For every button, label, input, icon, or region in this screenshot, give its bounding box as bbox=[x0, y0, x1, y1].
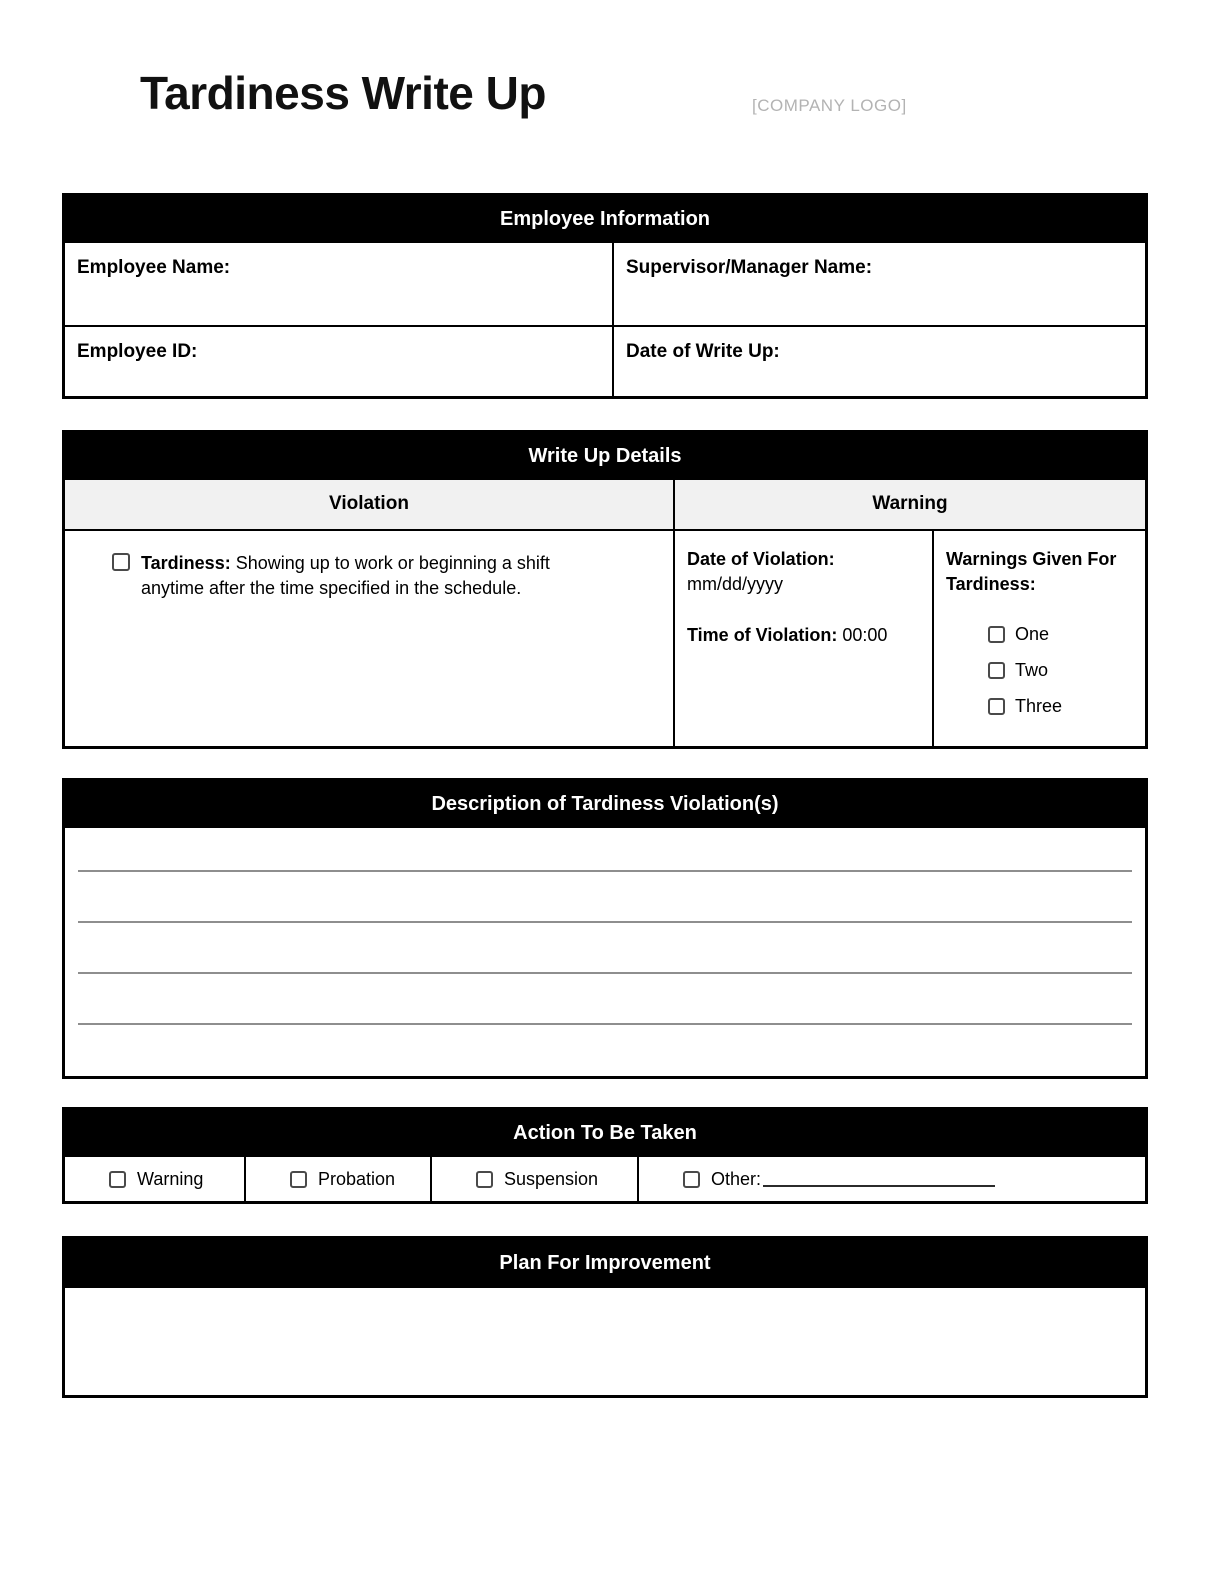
description-write-area[interactable] bbox=[65, 828, 1145, 1076]
employee-id-label: Employee ID: bbox=[77, 341, 198, 362]
warning-three-checkbox[interactable] bbox=[988, 698, 1005, 715]
employee-information-section bbox=[62, 193, 1148, 399]
description-line-1[interactable] bbox=[78, 828, 1132, 872]
warning-option-one bbox=[988, 622, 1139, 647]
time-of-violation-value[interactable]: 00:00 bbox=[842, 625, 888, 645]
description-line-4[interactable] bbox=[78, 974, 1132, 1025]
action-section bbox=[62, 1107, 1148, 1204]
time-of-violation-label: Time of Violation: bbox=[687, 625, 838, 645]
tardiness-term: Tardiness: bbox=[141, 553, 231, 573]
date-of-violation-value[interactable]: mm/dd/yyyy bbox=[687, 574, 784, 594]
write-up-details-section bbox=[62, 430, 1148, 749]
violation-date-cell bbox=[673, 531, 932, 746]
employee-id-field[interactable] bbox=[65, 327, 612, 396]
page-title: Tardiness Write Up bbox=[140, 67, 546, 119]
warnings-options-list bbox=[988, 622, 1139, 719]
supervisor-name-field[interactable] bbox=[612, 243, 1145, 325]
action-warning-label: Warning bbox=[137, 1168, 204, 1189]
employee-info-row-1 bbox=[65, 243, 1145, 325]
employee-name-field[interactable] bbox=[65, 243, 612, 325]
warnings-given-label: Warnings Given For Tardiness: bbox=[946, 549, 1117, 594]
warnings-given-cell bbox=[932, 531, 1145, 746]
write-up-details-header: Write Up Details bbox=[65, 433, 1145, 480]
warning-two-label: Two bbox=[1015, 660, 1049, 680]
warning-three-label: Three bbox=[1015, 696, 1063, 716]
action-option-warning bbox=[65, 1157, 244, 1201]
description-header: Description of Tardiness Violation(s) bbox=[65, 781, 1145, 828]
warning-option-two bbox=[988, 658, 1139, 683]
plan-section bbox=[62, 1236, 1148, 1398]
tardiness-definition bbox=[141, 551, 611, 746]
company-logo-placeholder: [COMPANY LOGO] bbox=[752, 96, 907, 115]
action-option-other bbox=[637, 1157, 1145, 1201]
action-option-suspension bbox=[430, 1157, 637, 1201]
description-section bbox=[62, 778, 1148, 1079]
action-other-label: Other: bbox=[711, 1168, 762, 1189]
warning-column-header: Warning bbox=[673, 480, 1145, 529]
action-option-probation bbox=[244, 1157, 430, 1201]
action-probation-label: Probation bbox=[318, 1168, 396, 1189]
action-other-fill-line[interactable] bbox=[763, 1172, 995, 1187]
action-suspension-checkbox[interactable] bbox=[476, 1171, 493, 1188]
time-of-violation-block bbox=[687, 623, 924, 648]
tardiness-definition-text: Showing up to work or beginning a shift anytime after the time specified in the schedule. bbox=[141, 553, 550, 598]
warning-one-checkbox[interactable] bbox=[988, 626, 1005, 643]
action-header: Action To Be Taken bbox=[65, 1110, 1145, 1157]
tardiness-checkbox[interactable] bbox=[112, 553, 130, 571]
employee-name-label: Employee Name: bbox=[77, 257, 231, 278]
details-content-row bbox=[65, 529, 1145, 746]
employee-information-header: Employee Information bbox=[65, 196, 1145, 243]
date-of-write-up-field[interactable] bbox=[612, 327, 1145, 396]
action-other-checkbox[interactable] bbox=[683, 1171, 700, 1188]
date-of-violation-block bbox=[687, 547, 924, 597]
action-suspension-label: Suspension bbox=[504, 1168, 599, 1189]
description-line-2[interactable] bbox=[78, 872, 1132, 923]
warning-one-label: One bbox=[1015, 624, 1050, 644]
warning-two-checkbox[interactable] bbox=[988, 662, 1005, 679]
date-of-write-up-label: Date of Write Up: bbox=[626, 341, 780, 362]
title-row bbox=[140, 66, 1148, 121]
plan-write-area[interactable] bbox=[65, 1288, 1145, 1395]
violation-column-header: Violation bbox=[329, 493, 409, 514]
action-options-row bbox=[65, 1157, 1145, 1201]
description-line-3[interactable] bbox=[78, 923, 1132, 974]
supervisor-name-label: Supervisor/Manager Name: bbox=[626, 257, 873, 278]
warning-option-three bbox=[988, 694, 1139, 719]
employee-info-row-2 bbox=[65, 325, 1145, 396]
details-column-headers bbox=[65, 480, 1145, 529]
plan-header: Plan For Improvement bbox=[65, 1239, 1145, 1288]
violation-cell bbox=[65, 531, 673, 746]
date-of-violation-label: Date of Violation: bbox=[687, 549, 835, 569]
action-warning-checkbox[interactable] bbox=[109, 1171, 126, 1188]
action-probation-checkbox[interactable] bbox=[290, 1171, 307, 1188]
